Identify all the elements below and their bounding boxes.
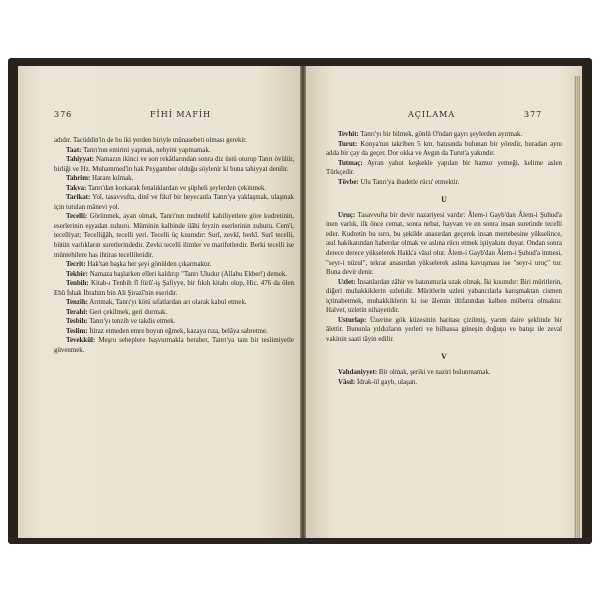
entry-definition: İnsanlardan zâhir ve batınımızla uzak olmak. İki kısımdır: Biri müritlerin, diğeri muhakkiklerin uzletidir. Müritlerin uzleti yabancılarla karışmaktan cismen içtinabetmek, muhakkiklerin ki ise âlemin iltifatından kalben müberra olmaktır. Halvet, uzletin nihayetidir. xyxy=(326,278,562,315)
entry-definition: Meşru sebeplere başvurmakla beraber, Tanrı'ya tam bir teslimiyetle güvenmek. xyxy=(54,337,294,355)
glossary-entry xyxy=(54,327,294,337)
glossary-entry xyxy=(54,317,294,327)
glossary-entry xyxy=(54,136,294,146)
glossary-entry xyxy=(54,308,294,318)
glossary-entry xyxy=(54,212,294,260)
entry-term: Tutmaç: xyxy=(338,159,363,167)
glossary-entry xyxy=(54,270,294,280)
entry-term: Tarikat: xyxy=(66,194,91,202)
entry-term: Tahrim: xyxy=(66,175,91,183)
entry-definition: Ulu Tanrı'ya ibadetle rücu' etmektir. xyxy=(360,178,460,186)
entry-definition: Kitab-ı Tenbih fî fürû'-iş Şafiyye, bir fıkıh kitabı olup, Hic. 476 da ölen Ebû İshak İbrahim bin Ali Şirazî'nin eseridir. xyxy=(54,280,294,297)
glossary-entry xyxy=(326,140,562,159)
entry-definition: Ayran yahut keşkekle yapılan bir hamur yemeği, kelime aslen Türkçedir. xyxy=(326,159,562,177)
entry-term: Terahi: xyxy=(66,308,88,316)
glossary-entry xyxy=(326,178,562,188)
entry-term: Teslim: xyxy=(66,327,88,335)
glossary-entry xyxy=(326,159,562,178)
entry-term: Tevhit: xyxy=(338,131,359,138)
glossary-entry xyxy=(54,155,294,174)
glossary-entry xyxy=(54,174,294,184)
entry-term: Uruç: xyxy=(338,211,356,219)
entry-definition: Hak'tan başka her şeyi gönülden çıkarmaktır. xyxy=(87,261,212,269)
glossary-entry xyxy=(54,260,294,270)
entry-definition: Yol, tasavvufta, dinî ve fikrî bir heyecanla Tanrı'ya yaklaşmak, ulaşmak için tutulan mânevi yol. xyxy=(54,194,294,211)
entry-term: Tenbih: xyxy=(66,280,89,288)
entry-definition: Bir olmak, şeriki ve naziri bulunmamak. xyxy=(378,369,491,377)
right-page-text xyxy=(326,130,562,387)
glossary-entry xyxy=(54,184,294,194)
entry-definition: Namaza başlarken elleri kaldırıp "Tanrı Uludur (Allahu Ekber!) demek. xyxy=(89,270,287,278)
entry-term: Usturlap: xyxy=(338,316,367,324)
entry-definition: Tanrı'yı bir bilmek, gönlü O'ndan gayrı şeylerden ayırmak. xyxy=(360,131,523,138)
entry-term: Tenzih: xyxy=(66,299,88,307)
right-page xyxy=(306,66,582,538)
entry-term: Tevekkül: xyxy=(66,337,96,345)
section-letter: V xyxy=(441,352,447,362)
entry-term: Tesbih: xyxy=(66,318,88,326)
entry-definition: Görünmek, ayan olmak, Tanrı'nın muhtelif kabiliyetlere göre kudretinin, eserlerinin eşyadan zuhuru. Müminin kalbinde ilâhi feyzin eserlerinin zuhuru. Cem'i, tecelliyat; Tecelliğâh, tecelli yeri. Tecelli üç kısımdır: Surî, zevkî, berkî. Surî tecelli, bütün varlıkların suretlerindedir. Zevki tecelli ilimler ve marifetlerdir. Berki tecelli ise müntehilere has ihtiras tecellileridir. xyxy=(54,213,294,259)
entry-definition: Arıtmak, Tanrı'yı kötü sıfatlardan arı olarak kabul etmek. xyxy=(89,299,247,307)
entry-definition: Tanrı'yı tenzih ve takdis etmek. xyxy=(89,318,176,326)
section-letter: U xyxy=(441,195,447,205)
glossary-entry xyxy=(326,368,562,378)
left-page-header: FÎHİ MAFİH xyxy=(150,110,212,119)
glossary-entry xyxy=(326,316,562,345)
glossary-entry xyxy=(54,336,294,355)
glossary-entry xyxy=(326,278,562,316)
entry-definition: Geri çekilmek, geri durmak. xyxy=(89,308,168,316)
glossary-entry xyxy=(326,211,562,278)
entry-term: Tecrit: xyxy=(66,261,86,269)
glossary-entry xyxy=(54,146,294,156)
entry-term: Tahiyyat: xyxy=(66,156,95,164)
entry-definition: Üzerine gök küzesinin haritası çizilmiş, yarım daire şeklinde bir âlettir. Bununla yıldızların yerleri ve bilhassa güneşin doğuşu ve batışı ile zeval vakinin saati tâyin edilir. xyxy=(326,316,562,343)
page-edges xyxy=(574,76,580,538)
entry-definition: İtiraz etmeden emre boyun eğmek, kazaya rıza, belâya sabretme. xyxy=(89,327,268,335)
left-page-text xyxy=(54,136,294,356)
entry-term: Vahdaniyyet: xyxy=(338,369,378,377)
entry-definition: İdrak-ül gayb, ulaşan. xyxy=(356,378,418,386)
entry-definition: Tanrı'nın emirini yapmak, nehyini yapmamak. xyxy=(83,146,211,154)
entry-definition: Haram kılmak. xyxy=(91,175,134,183)
left-page-number: 376 xyxy=(54,110,73,119)
glossary-entry xyxy=(54,279,294,298)
entry-definition: Tanrı'dan korkarak fenalıklardan ve şüpheli şeylerden çekinmek. xyxy=(88,184,267,192)
glossary-entry xyxy=(54,193,294,212)
right-page-header: AÇILAMA xyxy=(408,110,456,119)
open-book xyxy=(8,58,592,544)
entry-term: Takva: xyxy=(66,184,87,192)
entry-term: Vâsıl: xyxy=(338,378,356,386)
entry-term: Tövbe: xyxy=(338,178,359,186)
left-page xyxy=(18,66,300,538)
entry-definition: Tasavvufta bir devir nazariyesi vardır: Âlem-i Gayb'dan Âlem-i Şuhud'a inen varlık, ilk önce cemat, sonra nebat, hayvan ve en sonra insan suretinde tecelli eder. Kudretin bu sırrı, bu şekilde anasırdan geçerek insan mertebesine yükselince, asıl hakikatından haberdar olmak ve aslına rücu etmek iştiyakını duyar. Ondan sonra derece derece yükselerek Hakk'a vâsıl olur. Âlem-i Gayb'dan Âlem-i Şuhud'a inmesi, "seyr-i nüzul", tekrar anasırdan yükselerek aslına kavuşması ise "seyr-i uruç" tur. Buna devir denir. xyxy=(326,211,562,277)
entry-definition: Konya'nın takriben 5 km. batısında bulunan bir yöredir, buradan aynı adda bir çay da geçer. Dor okka ve Avgın da Turut'a yakındır. xyxy=(326,140,562,158)
entry-term: Tekbir: xyxy=(66,270,88,278)
glossary-entry xyxy=(326,130,562,140)
entry-term: Uzlet: xyxy=(338,278,356,286)
entry-term: Taat: xyxy=(66,146,82,154)
entry-definition: adıdır. Tacüddin'in de bu iki yerden biriyle münasebeti olması gerekir. xyxy=(54,137,247,144)
glossary-entry xyxy=(326,378,562,388)
entry-term: Turut: xyxy=(338,140,358,148)
entry-definition: Namazın ikinci ve son rekâtlarından sonra diz üstü oturup Tanrı övülür, birliği ve Hz. Muhammed'in hak Peygamber olduğu söylenir ki buna tahiyyat denilir. xyxy=(54,156,294,173)
entry-term: Tecelli: xyxy=(66,213,88,221)
glossary-entry xyxy=(54,298,294,308)
right-page-number: 377 xyxy=(524,110,543,119)
